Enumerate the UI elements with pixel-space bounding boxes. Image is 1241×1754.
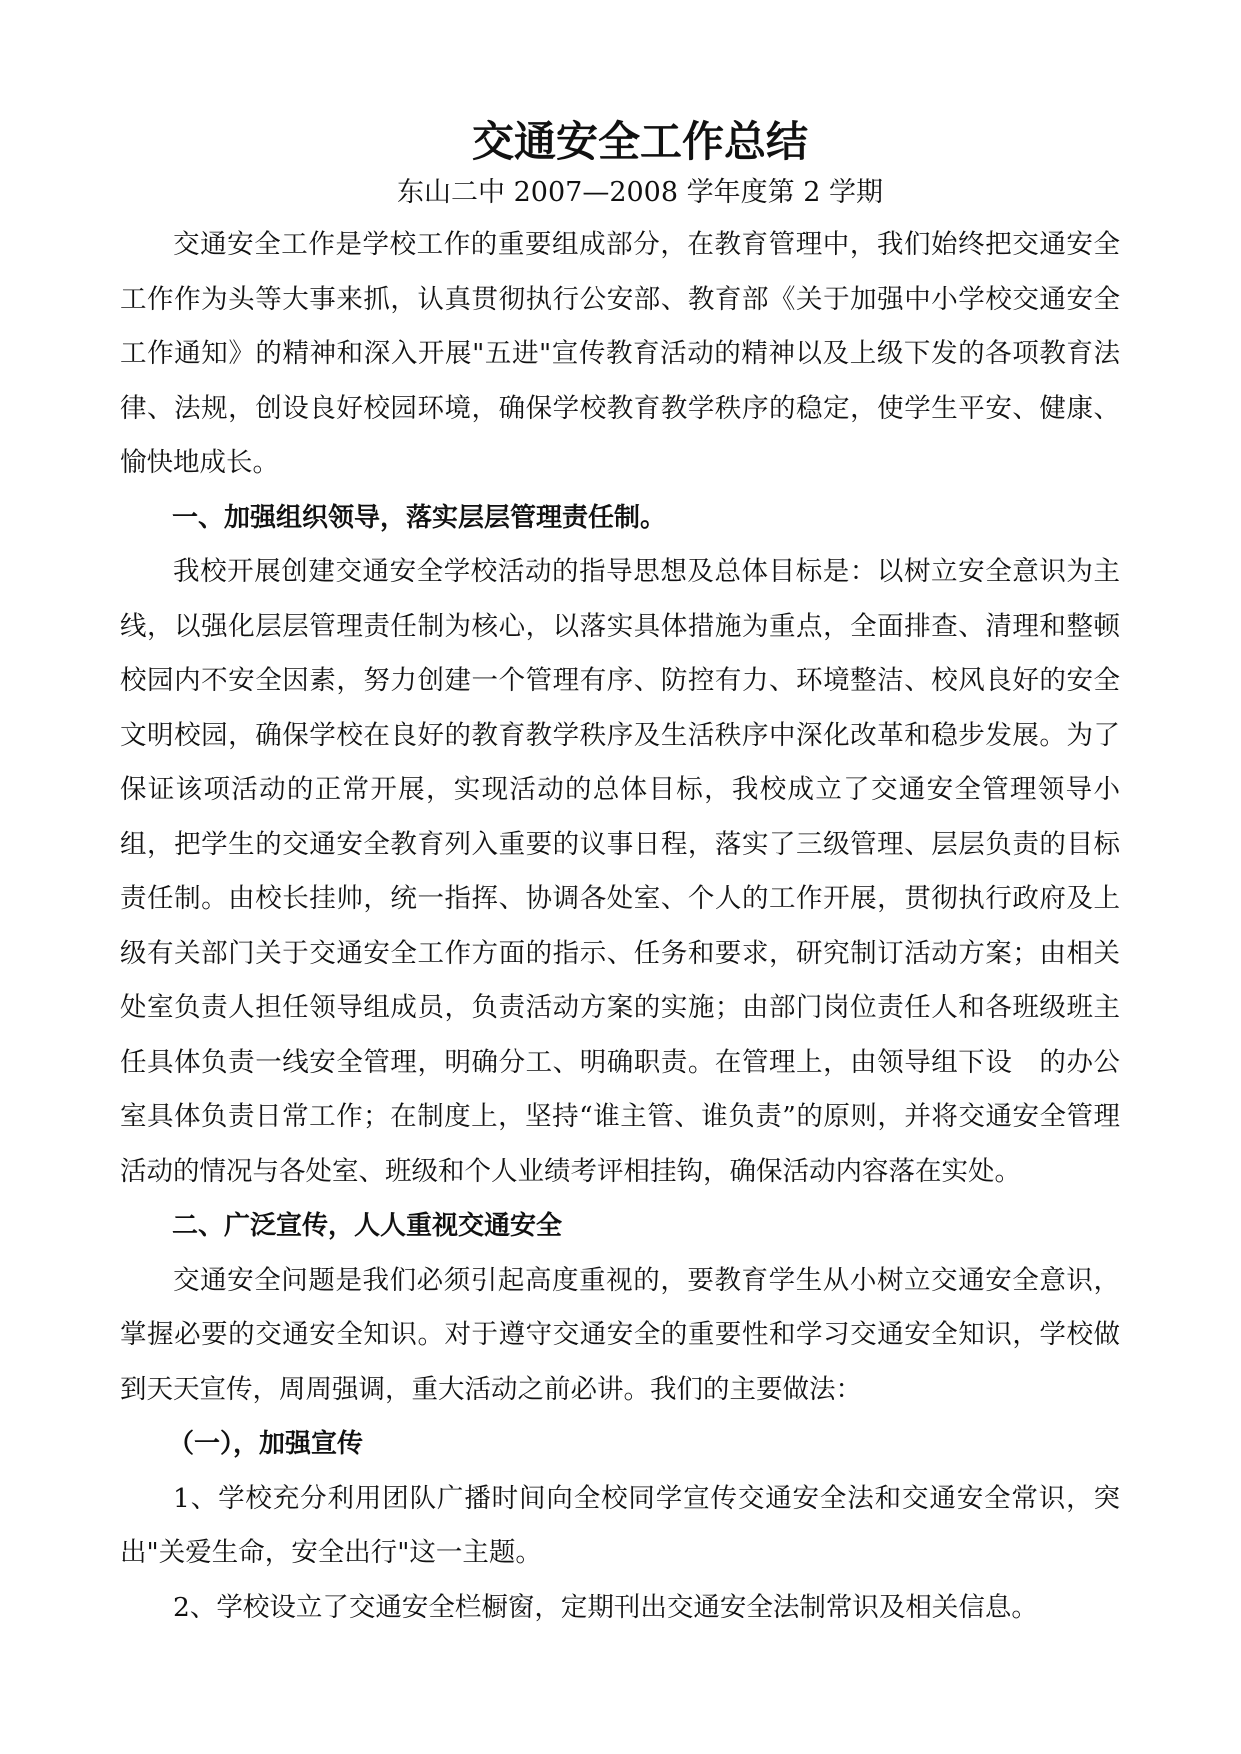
section-2-body: 交通安全问题是我们必须引起高度重视的，要教育学生从小树立交通安全意识，掌握必要的交通安全知识。对于遵守交通安全的重要性和学习交通安全知识，学校做到天天宣传，周周强调，重大活动之前必讲。我们的主要做法：	[120, 1264, 1120, 1405]
document-subtitle: 东山二中 2007—2008 学年度第 2 学期	[397, 177, 883, 208]
document-title: 交通安全工作总结	[471, 117, 808, 166]
intro-paragraph: 交通安全工作是学校工作的重要组成部分，在教育管理中，我们始终把交通安全工作作为头等大事来抓，认真贯彻执行公安部、教育部《关于加强中小学校交通安全工作通知》的精神和深入开展"五进"宣传教育活动的精神以及上级下发的各项教育法律、法规，创设良好校园环境，确保学校教育教学秩序的稳定，使学生平安、健康、愉快地成长。	[120, 229, 1120, 478]
section-1-heading: 一、加强组织领导，落实层层管理责任制。	[172, 502, 667, 533]
subsection-heading: （一），加强宣传	[168, 1429, 364, 1459]
document-page	[120, 112, 1120, 1635]
list-item-1: 1、学校充分利用团队广播时间向全校同学宣传交通安全法和交通安全常识，突出"关爱生命，安全出行"这一主题。	[120, 1482, 1120, 1568]
section-2-heading: 二、广泛宣传，人人重视交通安全	[172, 1211, 563, 1241]
list-item-2: 2、学校设立了交通安全栏橱窗，定期刊出交通安全法制常识及相关信息。	[173, 1591, 1038, 1623]
section-1-body: 我校开展创建交通安全学校活动的指导思想及总体目标是：以树立安全意识为主线，以强化层层管理责任制为核心，以落实具体措施为重点，全面排查、清理和整顿校园内不安全因素，努力创建一个管理有序、防控有力、环境整洁、校风良好的安全文明校园，确保学校在良好的教育教学秩序及生活秩序中深化改革和稳步发展。为了保证该项活动的正常开展，实现活动的总体目标，我校成立了交通安全管理领导小组，把学生的交通安全教育列入重要的议事日程，落实了三级管理、层层负责的目标责任制。由校长挂帅，统一指挥、协调各处室、个人的工作开展，贯彻执行政府及上级有关部门关于交通安全工作方面的指示、任务和要求，研究制订活动方案；由相关处室负责人担任领导组成员，负责活动方案的实施；由部门岗位责任人和各班级班主任具体负责一线安全管理，明确分工、明确职责。在管理上，由领导组下设 的办公室具体负责日常工作；在制度上，坚持“谁主管、谁负责”的原则，并将交通安全管理活动的情况与各处室、班级和个人业绩考评相挂钩，确保活动内容落在实处。	[120, 556, 1120, 1187]
